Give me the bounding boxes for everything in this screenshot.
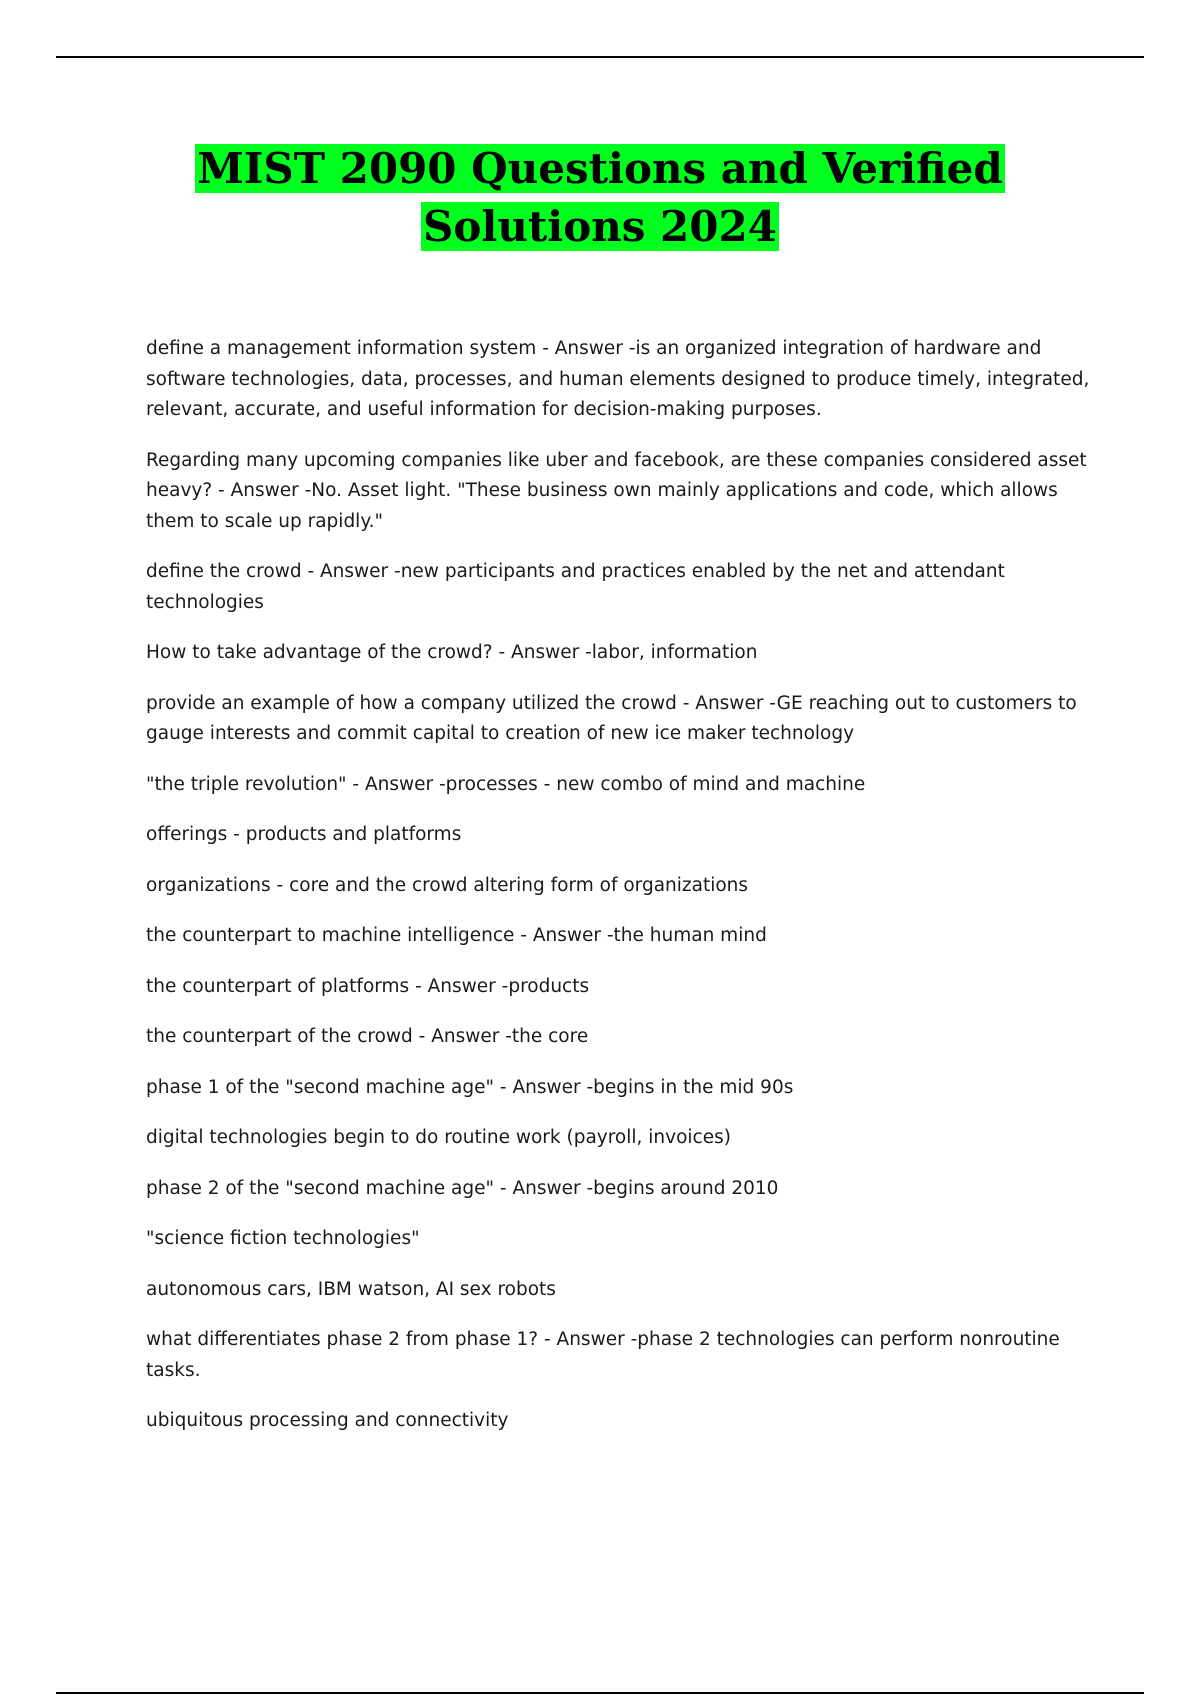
- document-title: [100, 140, 1100, 256]
- top-rule: [56, 56, 1144, 58]
- qa-paragraph: the counterpart of the crowd - Answer -the core: [146, 1026, 589, 1047]
- qa-content: [146, 334, 1096, 1457]
- qa-paragraph: organizations - core and the crowd altering form of organizations: [146, 874, 749, 896]
- qa-paragraph: autonomous cars, IBM watson, AI sex robots: [146, 1278, 556, 1300]
- qa-paragraph: Regarding many upcoming companies like uber and facebook, are these companies considered asset heavy? - Answer -No. Asset light. "These business own mainly applications and code, which allows them to scale up rapidly.": [146, 449, 1087, 532]
- qa-paragraph: "science fiction technologies": [146, 1228, 420, 1249]
- qa-paragraph: offerings - products and platforms: [146, 824, 462, 845]
- qa-paragraph: the counterpart to machine intelligence - Answer -the human mind: [146, 925, 767, 946]
- qa-paragraph: define the crowd - Answer -new participants and practices enabled by the net and attendant technologies: [146, 561, 1005, 613]
- document-title-text: MIST 2090 Questions and Verified Solutions 2024: [197, 144, 1003, 251]
- qa-paragraph: the counterpart of platforms - Answer -products: [146, 975, 590, 997]
- qa-paragraph: define a management information system - Answer -is an organized integration of hardware and software technologies, data, processes, and human elements designed to produce timely, integrated, relevant, accurate, and useful information for decision-making purposes.: [146, 338, 1090, 420]
- qa-paragraph: "the triple revolution" - Answer -processes - new combo of mind and machine: [146, 773, 866, 795]
- bottom-rule: [56, 1692, 1144, 1694]
- qa-paragraph: How to take advantage of the crowd? - Answer -labor, information: [146, 642, 758, 663]
- qa-paragraph: ubiquitous processing and connectivity: [146, 1410, 509, 1431]
- qa-paragraph: phase 1 of the "second machine age" - Answer -begins in the mid 90s: [146, 1076, 794, 1098]
- qa-paragraph: what differentiates phase 2 from phase 1? - Answer -phase 2 technologies can perform nonroutine tasks.: [146, 1329, 1060, 1381]
- qa-paragraph: digital technologies begin to do routine work (payroll, invoices): [146, 1127, 731, 1148]
- qa-paragraph: provide an example of how a company utilized the crowd - Answer -GE reaching out to customers to gauge interests and commit capital to creation of new ice maker technology: [146, 692, 1077, 744]
- qa-paragraph: phase 2 of the "second machine age" - Answer -begins around 2010: [146, 1177, 779, 1199]
